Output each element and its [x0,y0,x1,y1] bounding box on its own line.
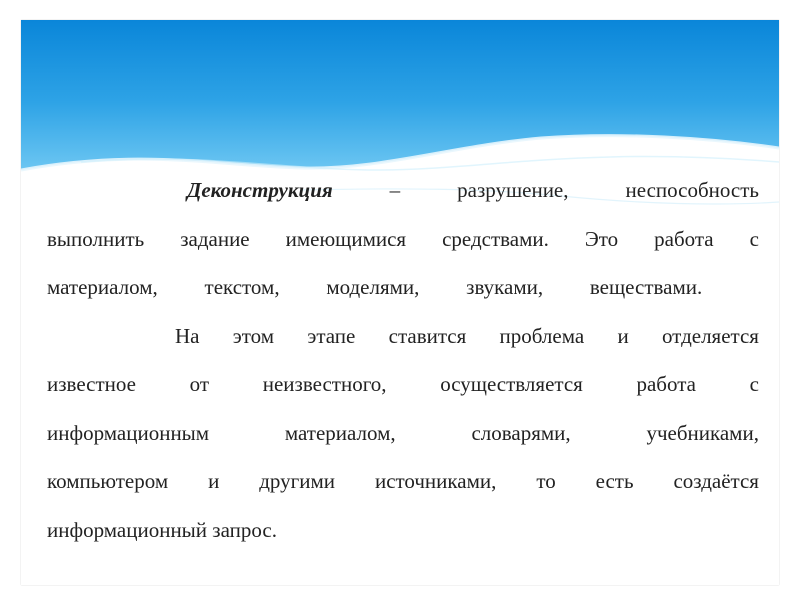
word: проблема [499,323,585,348]
word: материалом, [284,420,396,445]
word: создаётся [673,469,759,493]
word: средствами. [442,226,549,251]
word: есть [595,469,634,493]
word: и [617,323,629,348]
word: работа [654,226,714,251]
word: Это [584,226,619,251]
word: имеющимися [285,226,407,251]
word: учебниками, [646,420,759,445]
word: этом [232,323,275,348]
word: другими [259,469,336,493]
word: текстом, [204,275,280,299]
word: задание [180,226,250,251]
word: с [749,372,759,396]
word: звуками, [466,275,544,299]
word: разрушение, [457,178,569,202]
word: с [749,226,759,251]
word: и [208,469,220,493]
word: неспособность [625,178,759,202]
word: материалом, [47,275,158,299]
paragraph-2-line-4 [47,457,759,506]
term-deconstruction: Деконструкция [187,178,333,202]
word: источниками, [374,469,497,493]
word: известное [47,372,136,396]
word: неизвестного, [262,372,387,396]
word: веществами. [589,275,703,299]
word: словарями, [471,420,571,445]
word: этапе [307,323,356,348]
line-spacer [749,263,759,312]
word: моделями, [326,275,420,299]
word: компьютером [47,469,169,493]
word: отделяется [661,323,759,348]
word: – [389,178,401,202]
paragraph-2-line-1 [47,312,759,361]
slide-body-text [47,166,759,554]
word: На [175,323,200,348]
paragraph-1-line-1 [47,166,759,215]
paragraph-2-line-3 [47,409,759,458]
word: то [536,469,556,493]
word: информационным [47,420,210,445]
paragraph-1-line-2 [47,215,759,264]
word: работа [636,372,696,396]
paragraph-1-line-3 [47,263,759,312]
word: ставится [388,323,467,348]
paragraph-2-line-2 [47,360,759,409]
paragraph-2-line-5 [47,506,759,555]
last-line-text: информационный запрос. [47,517,277,542]
word: от [189,372,210,396]
word: выполнить [47,226,145,251]
slide [21,20,779,585]
word: осуществляется [440,372,583,396]
